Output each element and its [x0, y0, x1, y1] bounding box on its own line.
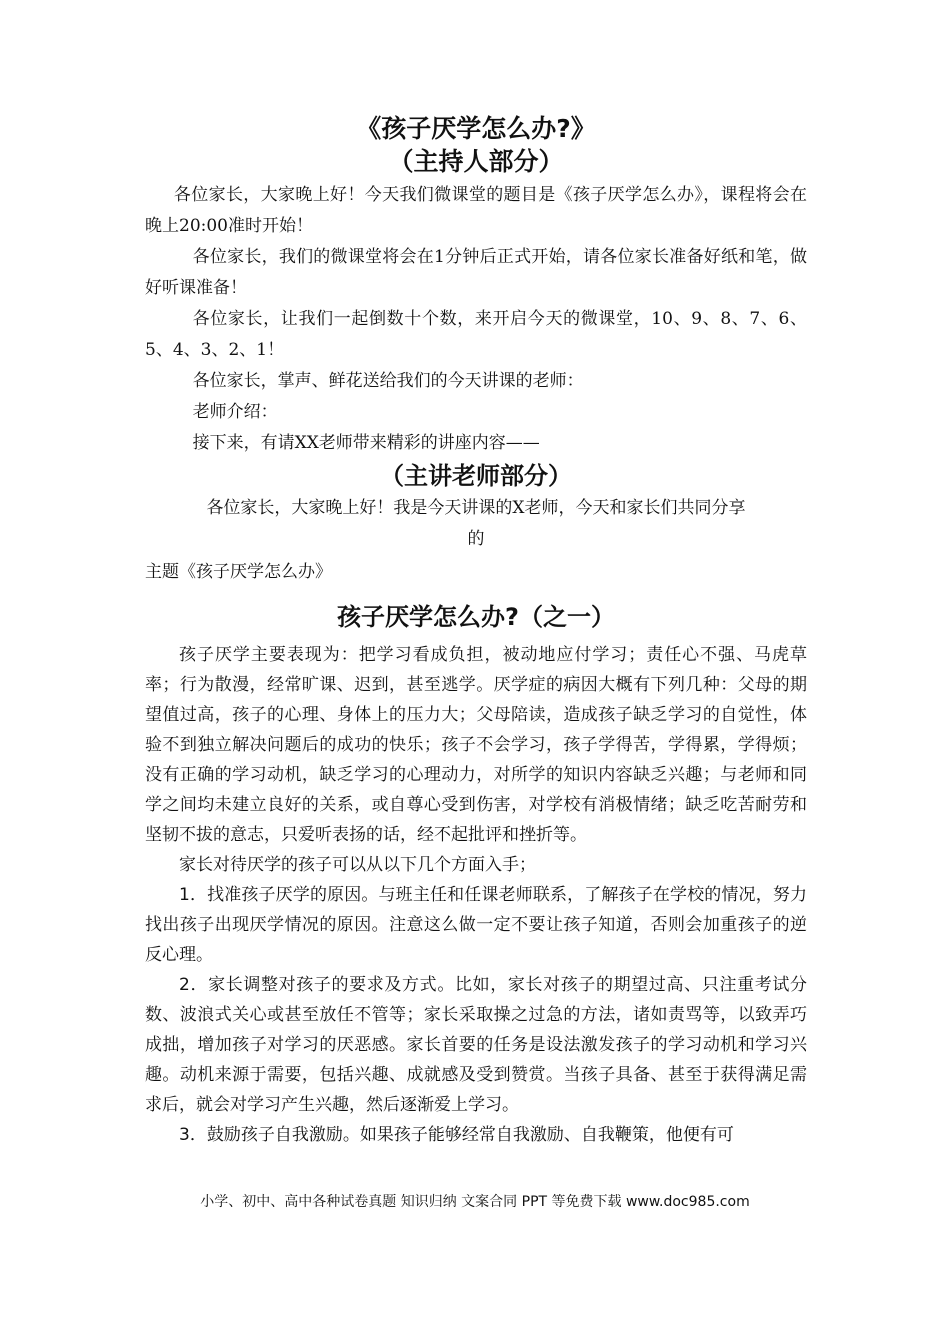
lecturer-intro-line-2: 的 [467, 529, 485, 549]
document-content [145, 112, 807, 1150]
article-paragraph-3: 1．找准孩子厌学的原因。与班主任和任课老师联系，了解孩子在学校的情况，努力找出孩子出现厌学情况的原因。注意这么做一定不要让孩子知道，否则会加重孩子的逆反心理。 [145, 885, 807, 965]
lecturer-section-heading: （主讲老师部分） [380, 462, 572, 490]
article-paragraph-2: 家长对待厌学的孩子可以从以下几个方面入手； [179, 855, 536, 875]
document-title: 《孩子厌学怎么办?》 [356, 114, 596, 143]
host-section-heading: （主持人部分） [388, 147, 564, 176]
article-heading: 孩子厌学怎么办?（之一） [337, 603, 615, 631]
host-paragraph-5: 老师介绍： [192, 402, 278, 422]
host-paragraph-2: 各位家长，我们的微课堂将会在1分钟后正式开始，请各位家长准备好纸和笔，做好听课准备！ [145, 247, 807, 298]
article-body [145, 640, 807, 1150]
article-paragraph-4: 2．家长调整对孩子的要求及方式。比如，家长对孩子的期望过高、只注重考试分数、波浪式关心或甚至放任不管等；家长采取操之过急的方法，诸如责骂等，以致弄巧成拙，增加孩子对学习的厌恶感。家长首要的任务是设法激发孩子的学习动机和学习兴趣。动机来源于需要，包括兴趣、成就感及受到赞赏。当孩子具备、甚至于获得满足需求后，就会对学习产生兴趣，然后逐渐爱上学习。 [145, 975, 807, 1115]
host-paragraph-4: 各位家长，掌声、鲜花送给我们的今天讲课的老师： [192, 371, 584, 391]
article-paragraph-5: 3．鼓励孩子自我激励。如果孩子能够经常自我激励、自我鞭策，他便有可 [179, 1125, 734, 1145]
lecturer-intro-line-3: 主题《孩子厌学怎么办》 [145, 562, 332, 582]
article-paragraph-1: 孩子厌学主要表现为：把学习看成负担，被动地应付学习；责任心不强、马虎草率；行为散漫，经常旷课、迟到，甚至逃学。厌学症的病因大概有下列几种：父母的期望值过高，孩子的心理、身体上的压力大；父母陪读，造成孩子缺乏学习的自觉性，体验不到独立解决问题后的成功的快乐；孩子不会学习，孩子学得苦，学得累，学得烦；没有正确的学习动机，缺乏学习的心理动力，对所学的知识内容缺乏兴趣；与老师和同学之间均未建立良好的关系，或自尊心受到伤害，对学校有消极情绪；缺乏吃苦耐劳和坚韧不拔的意志，只爱听表扬的话，经不起批评和挫折等。 [145, 645, 807, 845]
host-paragraph-3: 各位家长，让我们一起倒数十个数，来开启今天的微课堂，10、9、8、7、6、5、4、3、2、1！ [145, 309, 807, 360]
host-paragraph-6: 接下来，有请XX老师带来精彩的讲座内容—— [192, 433, 540, 453]
lecturer-intro-line-1: 各位家长，大家晚上好！我是今天讲课的X老师，今天和家长们共同分享 [206, 498, 746, 518]
page-footer: 小学、初中、高中各种试卷真题 知识归纳 文案合同 PPT 等免费下载 www.doc985.com [200, 1194, 750, 1210]
host-paragraph-1: 各位家长，大家晚上好！今天我们微课堂的题目是《孩子厌学怎么办》，课程将会在晚上20:00准时开始！ [145, 185, 807, 236]
